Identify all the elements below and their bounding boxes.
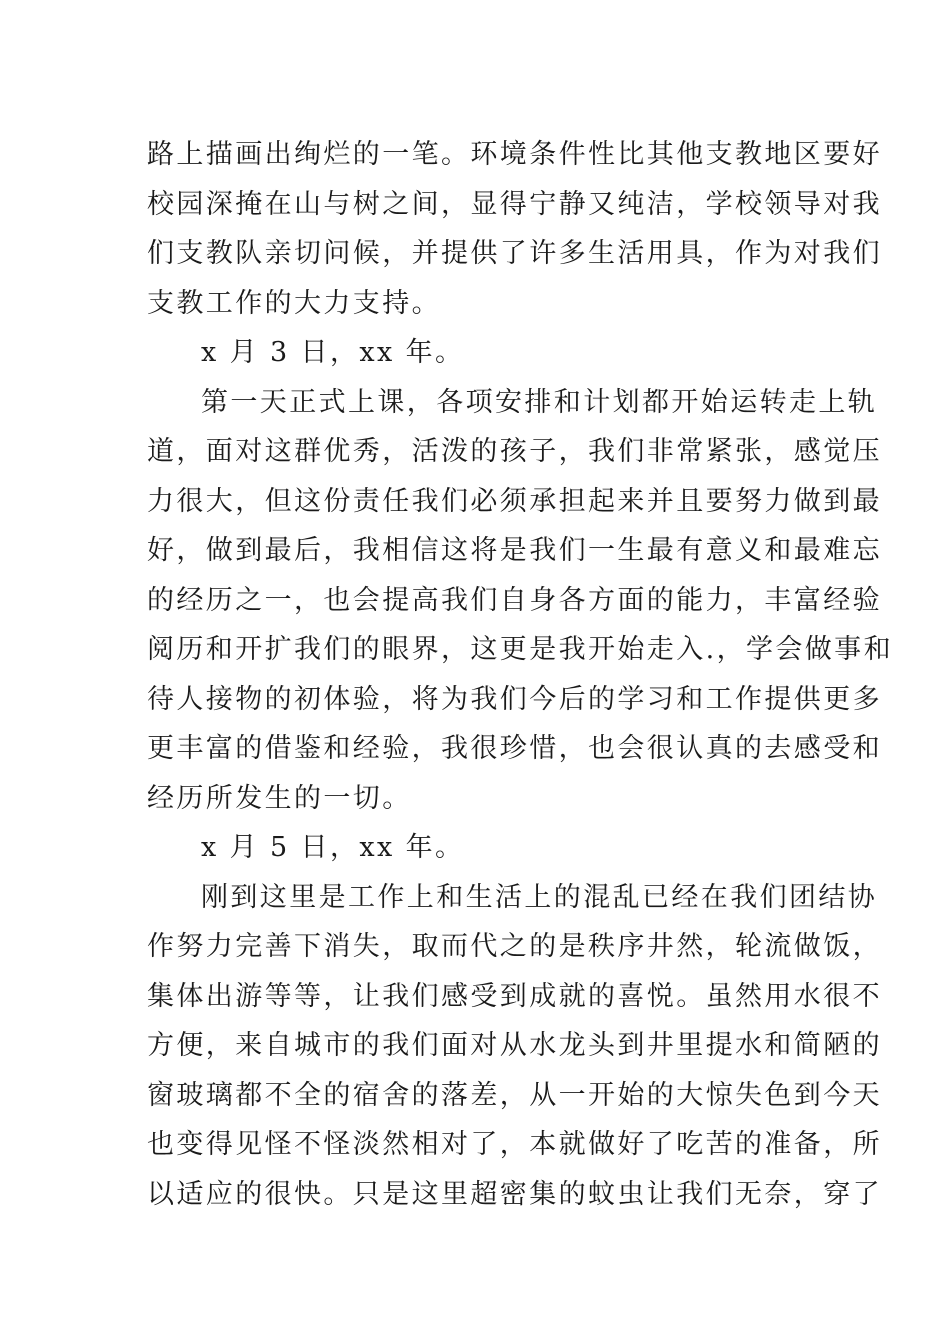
text-line: 路上描画出绚烂的一笔。环境条件性比其他支教地区要好 bbox=[147, 139, 882, 170]
text-line: 经历所发生的一切。 bbox=[147, 782, 412, 814]
paragraph-start-line: 第一天正式上课，各项安排和计划都开始运转走上轨 bbox=[201, 386, 878, 418]
text-line: 集体出游等等，让我们感受到成就的喜悦。虽然用水很不 bbox=[147, 980, 882, 1012]
text-line: 校园深掩在山与树之间，显得宁静又纯洁，学校领导对我 bbox=[147, 188, 882, 220]
text-line: 道，面对这群优秀，活泼的孩子，我们非常紧张，感觉压 bbox=[147, 436, 882, 467]
text-line: 支教工作的大力支持。 bbox=[147, 287, 441, 319]
text-line: 们支教队亲切问候，并提供了许多生活用具，作为对我们 bbox=[147, 238, 882, 269]
date-heading: x 月 5 日，xx 年。 bbox=[201, 832, 465, 863]
text-line: 窗玻璃都不全的宿舍的落差，从一开始的大惊失色到今天 bbox=[147, 1079, 882, 1111]
text-line: 阅历和开扩我们的眼界，这更是我开始走入.，学会做事和 bbox=[147, 634, 893, 665]
text-line: 的经历之一，也会提高我们自身各方面的能力，丰富经验 bbox=[147, 584, 882, 616]
text-line: 作努力完善下消失，取而代之的是秩序井然，轮流做饭， bbox=[147, 931, 882, 962]
text-line: 更丰富的借鉴和经验，我很珍惜，也会很认真的去感受和 bbox=[147, 733, 882, 764]
text-line: 好，做到最后，我相信这将是我们一生最有意义和最难忘 bbox=[147, 535, 882, 566]
text-line: 待人接物的初体验，将为我们今后的学习和工作提供更多 bbox=[147, 683, 882, 715]
text-line: 以适应的很快。只是这里超密集的蚊虫让我们无奈，穿了 bbox=[147, 1178, 882, 1210]
date-heading: x 月 3 日，xx 年。 bbox=[201, 337, 465, 368]
document-body bbox=[147, 130, 893, 1219]
paragraph-start-line: 刚到这里是工作上和生活上的混乱已经在我们团结协 bbox=[201, 881, 878, 913]
text-line: 力很大，但这份责任我们必须承担起来并且要努力做到最 bbox=[147, 485, 882, 517]
text-line: 方便，来自城市的我们面对从水龙头到井里提水和简陋的 bbox=[147, 1030, 882, 1061]
text-line: 也变得见怪不怪淡然相对了，本就做好了吃苦的准备，所 bbox=[147, 1129, 882, 1160]
